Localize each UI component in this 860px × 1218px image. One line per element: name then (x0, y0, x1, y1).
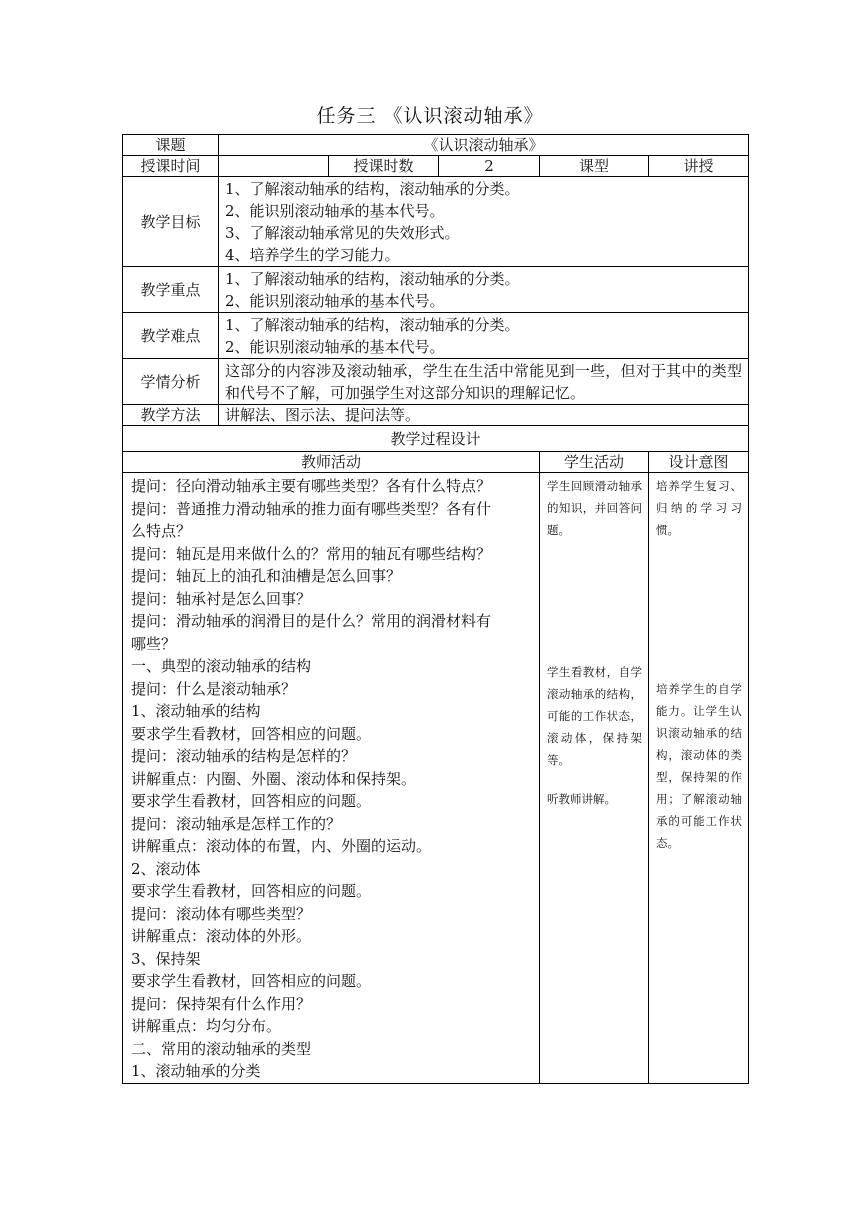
lesson-plan-table (122, 134, 749, 1084)
type-label: 课型 (540, 156, 649, 177)
student-activity-header: 学生活动 (540, 452, 649, 473)
intent-note: 培养学生复习、归纳的学习习惯。 (656, 479, 743, 537)
objectives-row (123, 177, 749, 267)
teacher-line: 要求学生看教材，回答相应的问题。 (131, 792, 372, 810)
teacher-line: 要求学生看教材，回答相应的问题。 (131, 724, 372, 743)
student-note: 学生回顾滑动轴承的知识，并回答问题。 (547, 479, 642, 537)
difficulty-item: 1、了解滚动轴承的结构，滚动轴承的分类。 (225, 315, 520, 334)
teacher-line: 提问：滚动轴承的结构是怎样的？ (131, 747, 357, 765)
schedule-row (123, 156, 749, 177)
teacher-line: 提问：轴瓦上的油孔和油槽是怎么回事？ (131, 567, 402, 585)
design-intent-header: 设计意图 (649, 452, 749, 473)
teacher-line: 2、滚动体 (131, 859, 201, 878)
analysis-label: 学情分析 (123, 359, 219, 405)
analysis-text: 这部分的内容涉及滚动轴承，学生在生活中常能见到一些，但对于其中的类型和代号不了解，可加强学生对这部分知识的理解记忆。 (219, 359, 749, 405)
teacher-line: 提问：保持架有什么作用？ (131, 994, 312, 1013)
methods-label: 教学方法 (123, 405, 219, 426)
key-point-item: 2、能识别滚动轴承的基本代号。 (225, 291, 445, 310)
hours-value: 2 (439, 156, 540, 177)
teacher-line: 提问：径向滑动轴承主要有哪些类型？各有什么特点？ (131, 477, 492, 495)
teacher-line: 一、典型的滚动轴承的结构 (131, 657, 312, 675)
teacher-line: 1、滚动轴承的分类 (131, 1062, 261, 1080)
teacher-activity-content (123, 473, 540, 1084)
key-points-row (123, 267, 749, 313)
teacher-line: 提问：普通推力滑动轴承的推力面有哪些类型？各有什 (131, 499, 492, 518)
teacher-activity-header: 教师活动 (123, 452, 540, 473)
course-row (123, 135, 749, 156)
objective-item: 2、能识别滚动轴承的基本代号。 (225, 201, 445, 220)
key-point-item: 1、了解滚动轴承的结构，滚动轴承的分类。 (225, 269, 520, 288)
difficulties-content (219, 313, 749, 359)
key-points-label: 教学重点 (123, 267, 219, 313)
teacher-line: 哪些？ (131, 634, 177, 653)
teacher-line: 讲解重点：滚动体的外形。 (131, 927, 312, 945)
process-title: 教学过程设计 (123, 426, 749, 452)
teacher-line: 讲解重点：内圈、外圈、滚动体和保持架。 (131, 769, 417, 788)
analysis-row (123, 359, 749, 405)
student-activity-content (540, 473, 649, 1084)
difficulty-item: 2、能识别滚动轴承的基本代号。 (225, 337, 445, 356)
time-value (219, 156, 329, 177)
teacher-line: 讲解重点：滚动体的布置，内、外圈的运动。 (131, 837, 432, 855)
type-value: 讲授 (649, 156, 749, 177)
intent-note: 培养学生的自学能力。让学生认识滚动轴承的结构，滚动体的类型，保持架的作用；了解滚动轴承的可能工作状态。 (656, 682, 743, 850)
page-title: 任务三 《认识滚动轴承》 (316, 105, 544, 127)
objectives-content (219, 177, 749, 267)
time-label: 授课时间 (123, 156, 219, 177)
course-label: 课题 (123, 135, 219, 156)
key-points-content (219, 267, 749, 313)
methods-row (123, 405, 749, 426)
teacher-line: 提问：轴瓦是用来做什么的？常用的轴瓦有哪些结构？ (131, 544, 492, 563)
teacher-line: 3、保持架 (131, 949, 201, 968)
process-header-row (123, 452, 749, 473)
methods-text: 讲解法、图示法、提问法等。 (219, 405, 749, 426)
student-note: 听教师讲解。 (547, 792, 616, 806)
objective-item: 4、培养学生的学习能力。 (225, 245, 400, 264)
objective-item: 3、了解滚动轴承常见的失效形式。 (225, 223, 460, 242)
objectives-label: 教学目标 (123, 177, 219, 267)
teacher-line: 提问：滚动轴承是怎样工作的？ (131, 814, 342, 833)
teacher-line: 要求学生看教材，回答相应的问题。 (131, 972, 372, 990)
course-value: 《认识滚动轴承》 (219, 135, 749, 156)
student-note: 学生看教材，自学滚动轴承的结构，可能的工作状态，滚动体，保持架等。 (547, 665, 642, 767)
process-title-row (123, 426, 749, 452)
difficulties-row (123, 313, 749, 359)
design-intent-content (649, 473, 749, 1084)
teacher-line: 二、常用的滚动轴承的类型 (131, 1039, 312, 1058)
teacher-line: 提问：滚动体有哪些类型？ (131, 904, 312, 923)
teacher-line: 1、滚动轴承的结构 (131, 702, 261, 720)
process-content-row (123, 473, 749, 1084)
teacher-line: 么特点？ (131, 522, 192, 540)
objective-item: 1、了解滚动轴承的结构，滚动轴承的分类。 (225, 179, 520, 198)
hours-label: 授课时数 (329, 156, 439, 177)
difficulties-label: 教学难点 (123, 313, 219, 359)
teacher-line: 要求学生看教材，回答相应的问题。 (131, 882, 372, 900)
teacher-line: 提问：什么是滚动轴承？ (131, 679, 297, 698)
teacher-line: 提问：轴承衬是怎么回事？ (131, 589, 312, 608)
teacher-line: 提问：滑动轴承的润滑目的是什么？常用的润滑材料有 (131, 612, 492, 630)
teacher-line: 讲解重点：均匀分布。 (131, 1017, 282, 1035)
